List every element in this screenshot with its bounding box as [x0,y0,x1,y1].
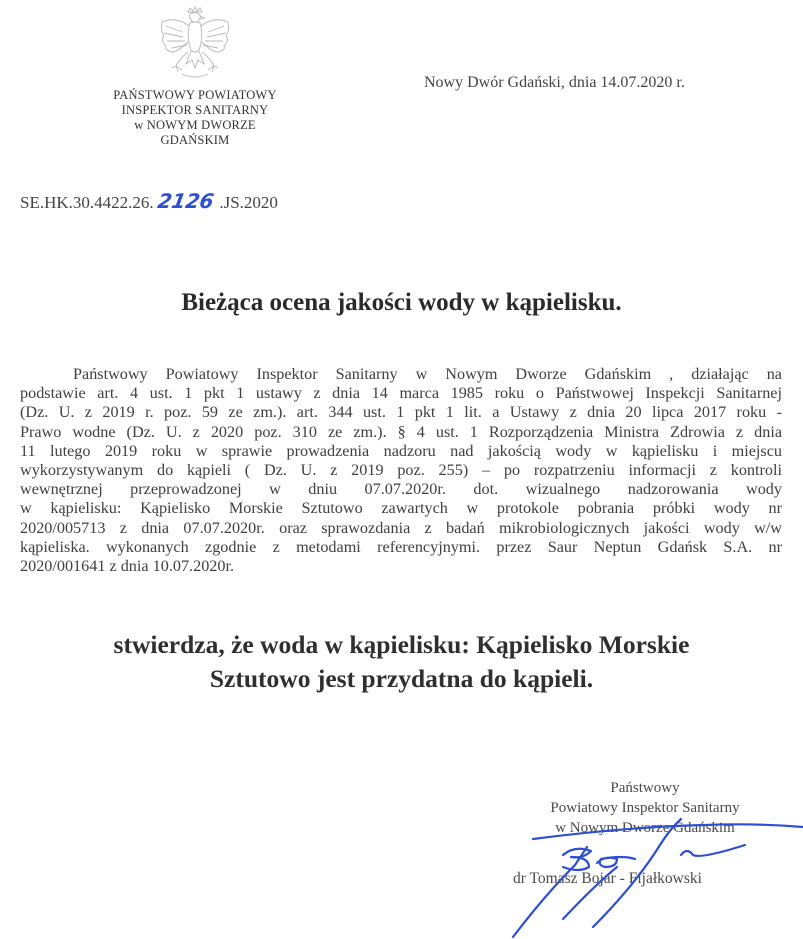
conclusion-line: Sztutowo jest przydatna do kąpieli. [209,664,594,693]
body-line: 2020/001641 z dnia 10.07.2020r. [20,557,235,576]
handwritten-case-number: 2126 [155,189,216,213]
signatory-title-line: w Nowym Dworze Gdańskim [555,820,735,836]
signatory-title [500,778,790,838]
body-line: 2020/005713 z dnia 07.07.2020r. oraz sprawozdania z badań mikrobiologicznych jakości wody w/w [20,518,782,537]
body-paragraph [20,365,782,576]
conclusion-line: stwierdza, że woda w kąpielisku: Kąpielisko Morskie [113,630,690,659]
body-line: w kąpielisku: Kąpielisko Morskie Sztutowo zawartych w protokole pobrania próbki wody nr [20,499,782,518]
body-line: podstawie art. 4 ust. 1 pkt 1 ustawy z dnia 14 marca 1985 roku o Państwowej Inspekcji Sanitarnej [20,384,782,403]
body-line: Prawo wodne (Dz. U. z 2020 poz. 310 ze zm.). § 4 ust. 1 Rozporządzenia Ministra Zdrowia z dnia [20,422,782,441]
body-line: Państwowy Powiatowy Inspektor Sanitarny w Nowym Dworze Gdańskim , działając na [73,365,782,383]
body-line: wykorzystywanym do kąpieli ( Dz. U. z 2019 poz. 255) – po rozpatrzeniu informacji z kontroli [20,461,782,480]
office-line: GDAŃSKIM [160,133,230,147]
body-line: 11 lutego 2019 roku w sprawie prowadzenia nadzoru nad jakością wody w kąpielisku i miejscu [20,441,782,460]
reference-suffix: .JS.2020 [219,193,278,212]
reference-prefix: SE.HK.30.4422.26. [20,193,154,212]
office-line: INSPEKTOR SANITARNY [121,103,269,117]
body-line: (Dz. U. z 2019 r. poz. 59 ze zm.). art. 344 ust. 1 pkt 1 lit. a Ustawy z dnia 20 lipca 2017 roku - [20,403,782,422]
office-line: PAŃSTWOWY POWIATOWY [113,88,277,102]
conclusion-statement [0,628,803,696]
issuing-office [80,88,310,148]
body-line: kąpieliska. wykonanych zgodnie z metodami referencyjnymi. przez Saur Neptun Gdańsk S.A. nr [20,537,782,556]
signatory-name: dr Tomasz Bojar - Fijałkowski [513,870,702,887]
body-line: wewnętrznej przeprowadzonej w dniu 07.07.2020r. dot. wizualnego nadzorowania wody [20,480,782,499]
polish-eagle-emblem-icon [152,6,238,86]
reference-number [20,189,278,213]
place-and-date: Nowy Dwór Gdański, dnia 14.07.2020 r. [424,74,685,91]
signatory-title-line: Państwowy [610,780,680,796]
office-line: w NOWYM DWORZE [134,118,256,132]
document-title: Bieżąca ocena jakości wody w kąpielisku. [181,289,622,316]
signatory-title-line: Powiatowy Inspektor Sanitarny [550,800,740,816]
